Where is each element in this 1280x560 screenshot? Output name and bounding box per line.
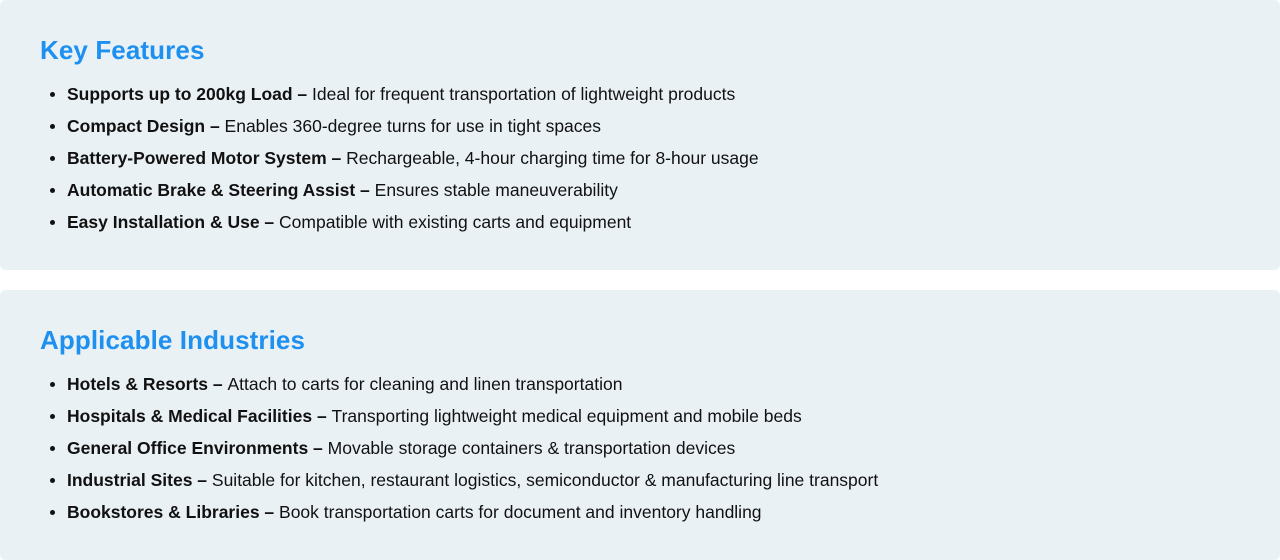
item-title: Hospitals & Medical Facilities – — [67, 406, 332, 426]
item-description: Ideal for frequent transportation of lightweight products — [312, 84, 736, 104]
item-title: Industrial Sites – — [67, 470, 212, 490]
bullet-icon — [50, 92, 55, 97]
key-features-title: Key Features — [40, 35, 205, 65]
applicable-industries-title: Applicable Industries — [40, 325, 306, 355]
key-features-card — [0, 0, 1280, 270]
bullet-icon — [50, 478, 55, 483]
item-title: General Office Environments – — [67, 438, 328, 458]
bullet-icon — [50, 382, 55, 387]
list-item — [40, 142, 759, 174]
applicable-industries-list — [40, 368, 878, 528]
item-title: Easy Installation & Use – — [67, 212, 280, 232]
list-item — [40, 78, 759, 110]
bullet-icon — [50, 510, 55, 515]
item-description: Ensures stable maneuverability — [374, 180, 618, 200]
bullet-icon — [50, 220, 55, 225]
bullet-icon — [50, 124, 55, 129]
list-item — [40, 110, 759, 142]
item-title: Automatic Brake & Steering Assist – — [67, 180, 375, 200]
list-item — [40, 206, 759, 238]
item-description: Transporting lightweight medical equipment and mobile beds — [331, 406, 802, 426]
item-title: Battery-Powered Motor System – — [67, 148, 347, 168]
list-item — [40, 400, 878, 432]
item-description: Compatible with existing carts and equipment — [279, 212, 632, 232]
item-description: Attach to carts for cleaning and linen transportation — [227, 374, 623, 394]
item-description: Enables 360-degree turns for use in tight spaces — [224, 116, 602, 136]
bullet-icon — [50, 414, 55, 419]
item-title: Bookstores & Libraries – — [67, 502, 280, 522]
item-description: Rechargeable, 4-hour charging time for 8-hour usage — [346, 148, 759, 168]
list-item — [40, 368, 878, 400]
key-features-list — [40, 78, 759, 238]
item-description: Book transportation carts for document and inventory handling — [279, 502, 762, 522]
item-title: Supports up to 200kg Load – — [67, 84, 313, 104]
list-item — [40, 432, 878, 464]
item-title: Hotels & Resorts – — [67, 374, 228, 394]
list-item — [40, 496, 878, 528]
item-description: Movable storage containers & transportation devices — [327, 438, 736, 458]
list-item — [40, 174, 759, 206]
bullet-icon — [50, 446, 55, 451]
item-title: Compact Design – — [67, 116, 225, 136]
bullet-icon — [50, 188, 55, 193]
bullet-icon — [50, 156, 55, 161]
item-description: Suitable for kitchen, restaurant logistics, semiconductor & manufacturing line transport — [211, 470, 879, 490]
applicable-industries-card — [0, 290, 1280, 560]
list-item — [40, 464, 878, 496]
